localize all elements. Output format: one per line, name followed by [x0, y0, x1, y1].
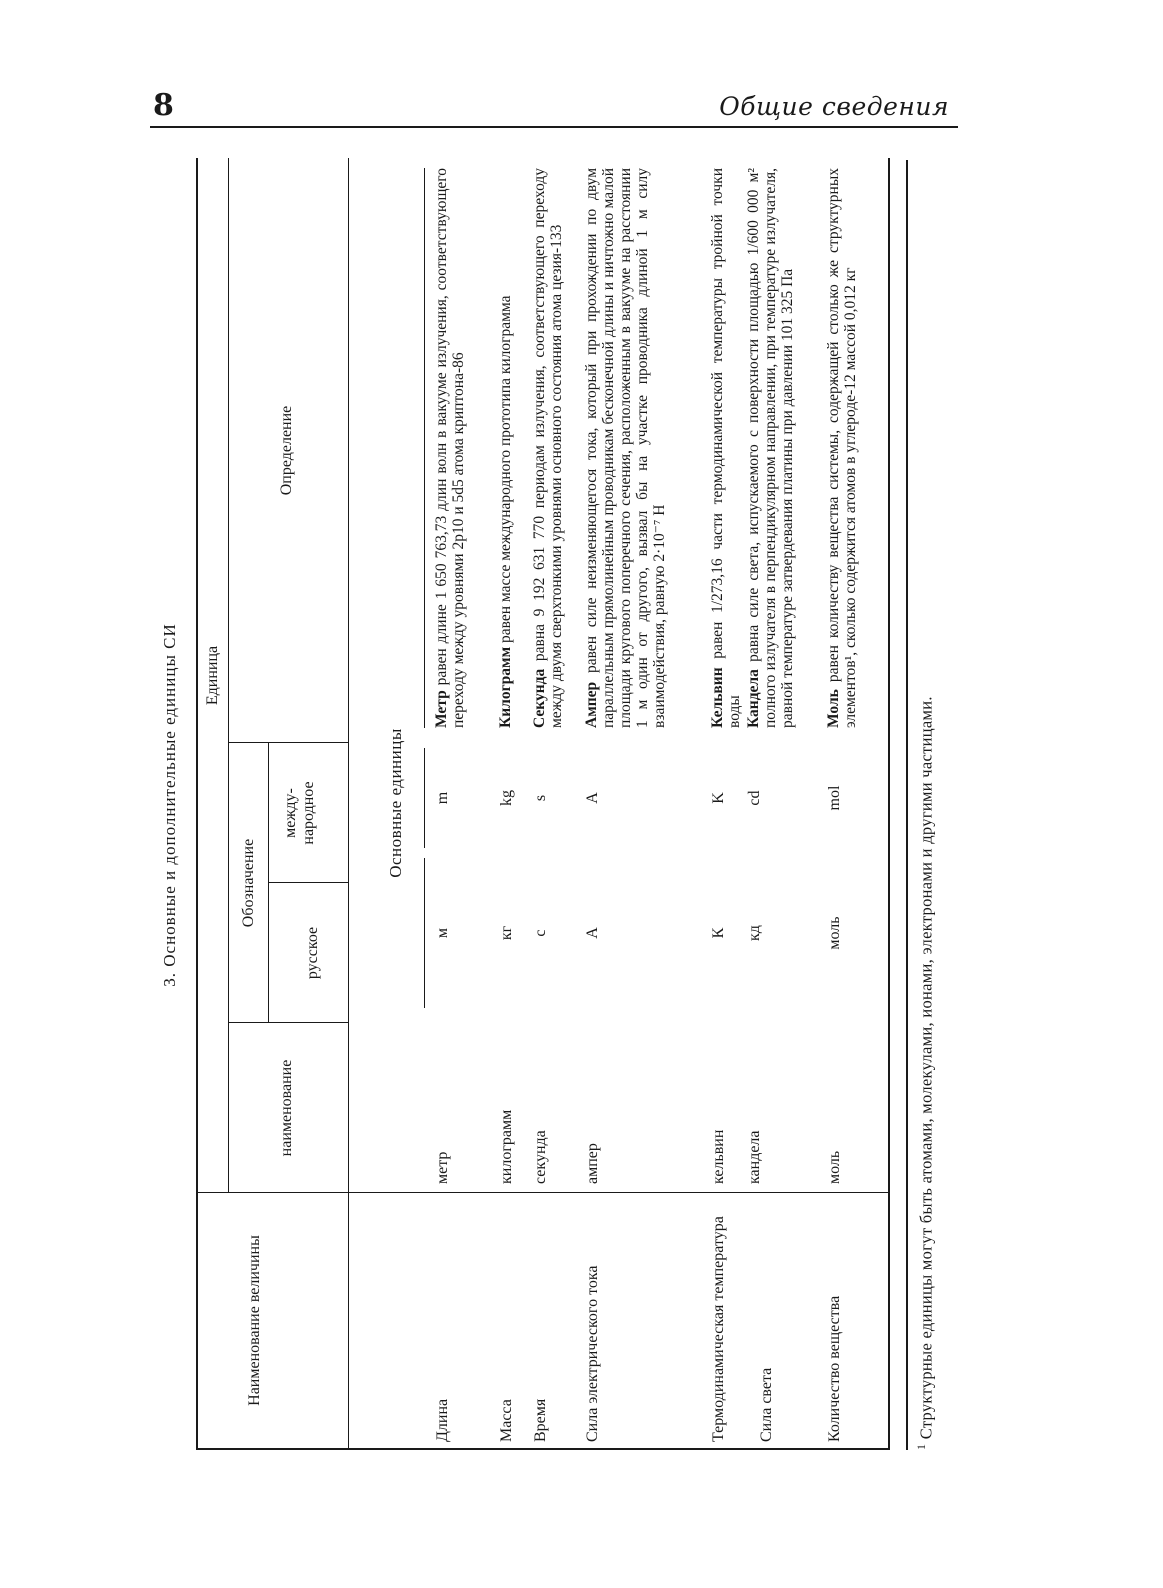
header-bottom-rule	[348, 158, 349, 1448]
definition-text: равна 9 192 631 770 периодам излучения, соответствующего переходу между двумя сверхтонкими уровнями основного состояния атома цезия-133	[531, 167, 565, 728]
quantity-cell: Сила света	[758, 1367, 775, 1442]
quantity-cell: Масса	[498, 1399, 515, 1442]
header-unit-name: наименование	[278, 1059, 295, 1157]
russian-symbol-cell: с	[532, 929, 549, 937]
definition-text: равна силе света, испускаемого с поверхности площадью 1/600 000 м² полного излучателя в перпендикулярном направлении, при температуре излучателя, равной температуре затвердевания платины при давлении 101 325 Па	[745, 168, 796, 728]
definition-lead: Кельвин	[709, 667, 726, 728]
definition-cell	[710, 168, 744, 728]
definition-lead: Секунда	[531, 668, 548, 728]
russian-symbol-cell: К	[710, 927, 727, 939]
unit-name-cell: секунда	[532, 1130, 549, 1184]
definition-text: равен длине 1 650 763,73 длин волн в вакууме излучения, соответствующего переходу между уровнями 2p10 и 5d5 атома криптона-86	[433, 167, 467, 728]
definition-lead: Килограмм	[497, 646, 514, 728]
def-column-rule	[424, 168, 425, 728]
definition-cell	[584, 168, 668, 728]
russian-symbol-cell: м	[434, 927, 451, 939]
unit-name-cell: метр	[434, 1151, 451, 1184]
international-symbol-cell: m	[434, 791, 451, 805]
definition-text: равен 1/273,16 части термодинамической температуры тройной точки воды	[709, 167, 743, 728]
header-quantity: Наименование величины	[246, 1235, 263, 1406]
section-heading: Основные единицы	[386, 728, 405, 878]
table-title: 3. Основные и дополнительные единицы СИ	[160, 623, 179, 987]
russian-symbol-cell: моль	[826, 916, 843, 950]
international-symbol-cell: kg	[498, 790, 515, 806]
unit-name-cell: килограмм	[498, 1109, 515, 1184]
international-symbol-cell: cd	[746, 790, 763, 806]
definition-text: равен количеству вещества системы, содержащей столько же структурных элементов¹, сколько содержится атомов в углероде-12 массой 0,012 кг	[825, 167, 859, 728]
international-symbol-cell: A	[584, 792, 601, 804]
quantity-cell: Термодинамическая температура	[710, 1216, 727, 1442]
quantity-cell: Количество вещества	[826, 1295, 843, 1442]
footnote-text: Структурные единицы могут быть атомами, молекулами, ионами, электронами и другими частицами.	[916, 696, 936, 1440]
header-rule	[150, 126, 958, 128]
ru-column-rule	[424, 858, 425, 1008]
definition-cell	[498, 168, 515, 728]
international-symbol-cell: mol	[826, 785, 843, 811]
footnote-mark: 1	[914, 1443, 928, 1450]
quantity-cell: Время	[532, 1398, 549, 1442]
russian-symbol-cell: кг	[498, 925, 515, 941]
quantity-cell: Сила электрического тока	[584, 1265, 601, 1442]
intl-column-rule	[424, 748, 425, 848]
definition-text: равен массе международного прототипа килограмма	[497, 295, 514, 643]
russian-symbol-cell: кд	[746, 925, 763, 941]
unit-name-cell: моль	[826, 1150, 843, 1184]
running-head: Общие сведения	[719, 92, 949, 121]
header-designation: Обозначение	[240, 838, 257, 928]
definition-cell	[826, 168, 860, 728]
header-definition: Определение	[278, 405, 295, 496]
international-symbol-cell: K	[710, 792, 727, 804]
si-units-table	[196, 158, 890, 1450]
russian-symbol-cell: А	[584, 927, 601, 939]
rotated-table-sheet	[160, 140, 960, 1450]
unit-name-cell: кандела	[746, 1130, 763, 1184]
definition-cell	[532, 168, 566, 728]
definition-lead: Ампер	[583, 681, 600, 728]
definition-text: равен силе неизменяющегося тока, который при прохождении по двум параллельным прямолинейным проводникам бесконечной длины и ничтожно малой площади кругового поперечного сечения, расположенным в вакууме на расстоянии 1 м один от другого, вызвал бы на участке проводника длиной 1 м силу взаимодействия, равную 2·10⁻⁷ Н	[583, 168, 668, 728]
unit-header-rule	[228, 158, 229, 1193]
definition-lead: Моль	[825, 689, 842, 728]
col-divider-quantity	[198, 1192, 888, 1193]
header-russian: русское	[304, 926, 321, 980]
page-number: 8	[153, 88, 174, 123]
definition-cell	[434, 168, 468, 728]
international-symbol-cell: s	[532, 794, 549, 802]
unit-name-cell: кельвин	[710, 1129, 727, 1184]
definition-lead: Метр	[433, 690, 450, 728]
definition-cell	[746, 168, 797, 728]
footnote	[906, 160, 937, 1450]
unit-name-cell: ампер	[584, 1143, 601, 1184]
definition-lead: Кандела	[745, 669, 762, 728]
quantity-cell: Длина	[434, 1398, 451, 1442]
header-international: между-народное	[282, 781, 318, 845]
header-unit: Единица	[204, 645, 221, 706]
designation-header-rule	[268, 743, 269, 1023]
